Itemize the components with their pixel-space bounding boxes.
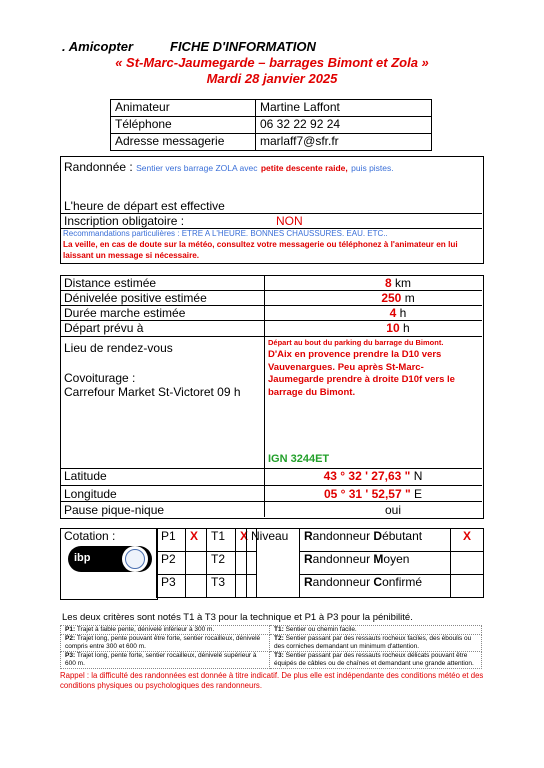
deniv-label: Dénivelée positive estimée [64, 291, 207, 305]
legend-p2: P2: Trajet long, pente pouvant être forte, sentier rocailleux, dénivelé compris entre 300 et 600 m. [61, 635, 270, 652]
lat-value: 43 ° 32 ' 27,63 " [323, 469, 411, 483]
rando-line [64, 160, 394, 174]
covoit-value: Carrefour Market St-Victoret 09 h [64, 385, 241, 399]
rando-desc: Sentier vers barrage ZOLA avec [136, 163, 258, 173]
duree-field [268, 306, 478, 320]
contact-value: 06 32 22 92 24 [256, 117, 432, 134]
inscription-value: NON [276, 214, 303, 228]
legend-table [60, 625, 482, 669]
contact-table [110, 99, 432, 151]
column-divider [264, 275, 265, 517]
t1-mark: X [236, 529, 257, 552]
ibp-logo-text: ibp [74, 552, 91, 564]
level-moyen: Randonneur Moyen [300, 552, 451, 575]
recommandations: Recommandations particulières : ETRE A L'HEURE. BONNES CHAUSSURES. EAU. ETC.. [63, 229, 388, 238]
covoit-label: Covoiturage : [64, 371, 136, 385]
contact-label: Adresse messagerie [111, 134, 256, 151]
rdv-label: Lieu de rendez-vous [64, 341, 173, 355]
p2-mark [186, 552, 207, 575]
p3-cell: P3 [157, 575, 186, 598]
lat-dir: N [413, 469, 423, 483]
deniv-field [268, 291, 478, 305]
distance-field [268, 276, 478, 290]
legend-t3: T3: Sentier passant par des ressauts rocheux délicats pouvant être équipés de câbles ou de chaînes et demandant une grande attention. [270, 652, 482, 669]
legend-intro: Les deux critères sont notés T1 à T3 pour la technique et P1 à P3 pour la pénibilité. [62, 612, 413, 623]
level-debutant-mark: X [451, 529, 484, 552]
pause-value: oui [384, 503, 401, 517]
inscription-label: Inscription obligatoire : [64, 214, 185, 228]
legend-t2: T2: Sentier passant par des ressauts rocheux faciles, des éboulis ou des corniches demandant un minimum d'attention. [270, 635, 482, 652]
event-date: Mardi 28 janvier 2025 [206, 71, 338, 86]
level-moyen-mark [451, 552, 484, 575]
p1-cell: P1 [157, 529, 186, 552]
contact-label: Animateur [111, 100, 256, 117]
legend-t1: T1: Sentier ou chemin facile. [270, 626, 482, 635]
lat-field [268, 469, 478, 483]
rando-label: Randonnée : [64, 160, 133, 174]
lon-dir: E [414, 487, 423, 501]
lon-value: 05 ° 31 ' 52,57 " [323, 487, 411, 501]
distance-unit: km [395, 276, 412, 290]
rappel-note: Rappel : la difficulté des randonnées est donnée à titre indicatif. De plus elle est indépendante des conditions météo et des conditions physiques ou psychologiques des randonneurs. [60, 671, 484, 690]
deniv-unit: m [404, 291, 415, 305]
cotation-grid [156, 528, 257, 598]
t2-cell: T2 [207, 552, 236, 575]
legend-p3: P3: Trajet long, pente forte, sentier rocailleux, dénivelé supérieur à 600 m. [61, 652, 270, 669]
depart-unit: h [403, 321, 410, 335]
duree-unit: h [399, 306, 407, 320]
duree-value: 4 [389, 306, 397, 320]
table-row [111, 134, 432, 151]
lon-label: Longitude [64, 487, 117, 501]
doc-title: FICHE D'INFORMATION [170, 39, 316, 54]
table-row [111, 117, 432, 134]
cotation-label: Cotation : [64, 529, 116, 543]
org-name: . Amicopter [62, 39, 134, 54]
contact-label: Téléphone [111, 117, 256, 134]
rdv-depart: Départ au bout du parking du barrage du Bimont. [268, 338, 444, 347]
level-debutant: Randonneur Débutant [300, 529, 451, 552]
rdv-itineraire: D'Aix en provence prendre la D10 vers Vauvenargues. Peu après St-Marc-Jaumegarde prendre à droite D10f vers le barrage du Bimont. [268, 349, 455, 398]
t1-cell: T1 [207, 529, 236, 552]
lat-label: Latitude [64, 469, 107, 483]
table-row [111, 100, 432, 117]
distance-value: 8 [384, 276, 392, 290]
p1-mark: X [186, 529, 207, 552]
depart-value: 10 [386, 321, 400, 335]
level-confirme-mark [451, 575, 484, 598]
depart-field [268, 321, 478, 335]
p2-cell: P2 [157, 552, 186, 575]
event-title: « St-Marc-Jaumegarde – barrages Bimont et Zola » [115, 55, 429, 70]
niveau-label: Niveau [247, 529, 300, 598]
depart-label: Départ prévu à [64, 321, 144, 335]
rando-desc-warning: petite descente raide, [260, 163, 348, 173]
distance-label: Distance estimée [64, 276, 157, 290]
level-confirme: Randonneur Confirmé [300, 575, 451, 598]
p3-mark [186, 575, 207, 598]
pause-label: Pause pique-nique [64, 503, 165, 517]
legend-p1: P1: Trajet à faible pente, dénivelé inférieur à 300 m. [61, 626, 270, 635]
rando-desc-end: puis pistes. [351, 163, 394, 173]
ibp-logo [68, 546, 152, 572]
ign-map-ref: IGN 3244ET [268, 453, 330, 465]
lon-field [268, 487, 478, 501]
deniv-value: 250 [381, 291, 402, 305]
duree-label: Durée marche estimée [64, 306, 186, 320]
depart-effective: L'heure de départ est effective [64, 199, 225, 213]
contact-value: Martine Laffont [256, 100, 432, 117]
veille-note: La veille, en cas de doute sur la météo, consultez votre messagerie ou téléphonez à l'animateur en lui laissant un message si nécessaire. [63, 240, 458, 260]
niveau-grid [246, 528, 484, 598]
contact-value[interactable]: marlaff7@sfr.fr [256, 134, 432, 151]
t3-cell: T3 [207, 575, 236, 598]
